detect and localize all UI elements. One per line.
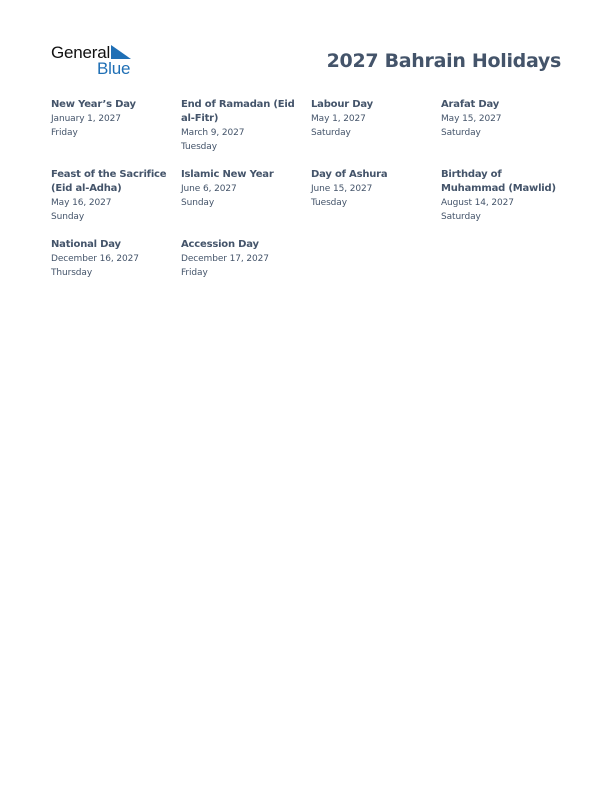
holiday-weekday: Saturday [441,212,481,222]
logo-triangle-icon [111,45,131,59]
holiday-date: May 1, 2027 [311,114,366,124]
holiday-name: End of Ramadan (Eid al-Fitr) [181,99,295,124]
holiday-date: December 16, 2027 [51,254,139,264]
holiday-weekday: Saturday [311,128,351,138]
holiday-grid [51,98,571,308]
holiday-date: May 16, 2027 [51,198,112,208]
holiday-weekday: Saturday [441,128,481,138]
holiday-weekday: Tuesday [311,198,347,208]
holiday-weekday: Friday [181,268,208,278]
holiday-name: Feast of the Sacrifice (Eid al-Adha) [51,169,167,194]
page-title: 2027 Bahrain Holidays [326,50,561,72]
holiday-name: Day of Ashura [311,169,388,180]
holiday-name: Arafat Day [441,99,500,110]
holiday-name: National Day [51,239,121,250]
holiday-item [441,168,571,238]
holiday-item [181,168,311,238]
holiday-name: Labour Day [311,99,373,110]
holiday-item [181,98,311,168]
holiday-weekday: Friday [51,128,78,138]
holiday-weekday: Sunday [51,212,85,222]
holiday-date: January 1, 2027 [51,114,121,124]
holiday-item [311,98,441,168]
holiday-item [51,238,181,308]
holiday-name: Accession Day [181,239,259,250]
holiday-item [441,98,571,168]
holiday-item [181,238,311,308]
holiday-name: Birthday of Muhammad (Mawlid) [441,169,556,194]
holiday-date: June 15, 2027 [311,184,373,194]
logo-word-general: General [51,43,111,62]
holiday-name: New Year’s Day [51,99,136,110]
holiday-weekday: Thursday [51,268,93,278]
holiday-date: August 14, 2027 [441,198,514,208]
holiday-date: December 17, 2027 [181,254,269,264]
holiday-name: Islamic New Year [181,169,274,180]
generalblue-logo [51,43,141,79]
holiday-item [51,98,181,168]
holiday-item [51,168,181,238]
holiday-weekday: Tuesday [181,142,217,152]
holiday-item [311,168,441,238]
holiday-date: March 9, 2027 [181,128,245,138]
holiday-date: May 15, 2027 [441,114,502,124]
logo-word-blue: Blue [97,59,131,78]
holiday-weekday: Sunday [181,198,215,208]
holiday-date: June 6, 2027 [181,184,237,194]
